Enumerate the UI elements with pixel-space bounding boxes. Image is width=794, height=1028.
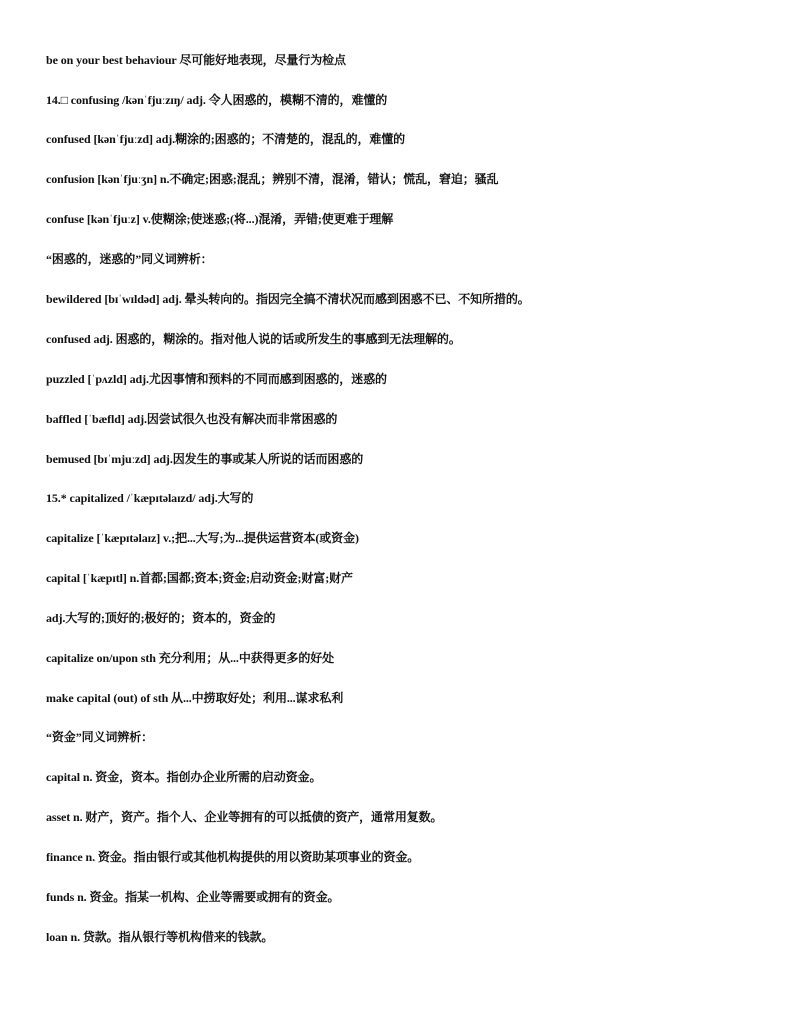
section-heading: “困惑的，迷惑的”同义词辨析： (46, 252, 213, 266)
text-line: confused adj. 困惑的，糊涂的。指对他人说的话或所发生的事感到无法理解的。 (46, 332, 461, 346)
text-line: bemused [bɪˈmjuːzd] adj.因发生的事或某人所说的话而困惑的 (46, 452, 364, 466)
text-line: baffled [ˈbæfld] adj.因尝试很久也没有解决而非常困惑的 (46, 412, 338, 426)
text-line: confused [kənˈfjuːzd] adj.糊涂的;困惑的；不清楚的，混乱的，难懂的 (46, 132, 406, 146)
text-line: confusion [kənˈfjuːʒn] n.不确定;困惑;混乱；辨别不清，混淆，错认；慌乱，窘迫；骚乱 (46, 172, 499, 186)
text-line: capital [ˈkæpɪtl] n.首都;国都;资本;资金;启动资金;财富;财产 (46, 571, 353, 585)
text-line: make capital (out) of sth 从...中捞取好处；利用...谋求私利 (46, 691, 344, 705)
text-line: finance n. 资金。指由银行或其他机构提供的用以资助某项事业的资金。 (46, 850, 420, 864)
text-line: loan n. 贷款。指从银行等机构借来的钱款。 (46, 930, 274, 944)
text-line: be on your best behaviour 尽可能好地表现，尽量行为检点 (46, 53, 346, 67)
text-line: 14.□ confusing /kənˈfjuːzɪŋ/ adj. 令人困惑的，模糊不清的，难懂的 (46, 93, 388, 107)
text-line: funds n. 资金。指某一机构、企业等需要或拥有的资金。 (46, 890, 340, 904)
text-line: confuse [kənˈfjuːz] v.使糊涂;使迷惑;(将...)混淆，弄错;使更难于理解 (46, 212, 394, 226)
text-line: asset n. 财产，资产。指个人、企业等拥有的可以抵债的资产，通常用复数。 (46, 810, 443, 824)
text-line: capitalize on/upon sth 充分利用；从...中获得更多的好处 (46, 651, 335, 665)
text-line: capital n. 资金，资本。指创办企业所需的启动资金。 (46, 770, 322, 784)
text-line: capitalize [ˈkæpɪtəlaɪz] v.;把...大写;为...提供运营资本(或资金) (46, 531, 359, 545)
text-line: adj.大写的;顶好的;极好的；资本的，资金的 (46, 611, 276, 625)
text-line: 15.* capitalized /ˈkæpɪtəlaɪzd/ adj.大写的 (46, 491, 254, 505)
text-line: bewildered [bɪˈwɪldəd] adj. 晕头转向的。指因完全搞不清状况而感到困惑不已、不知所措的。 (46, 292, 530, 306)
text-line: puzzled [ˈpʌzld] adj.尤因事情和预料的不同而感到困惑的，迷惑的 (46, 372, 387, 386)
section-heading: “资金”同义词辨析： (46, 730, 154, 744)
